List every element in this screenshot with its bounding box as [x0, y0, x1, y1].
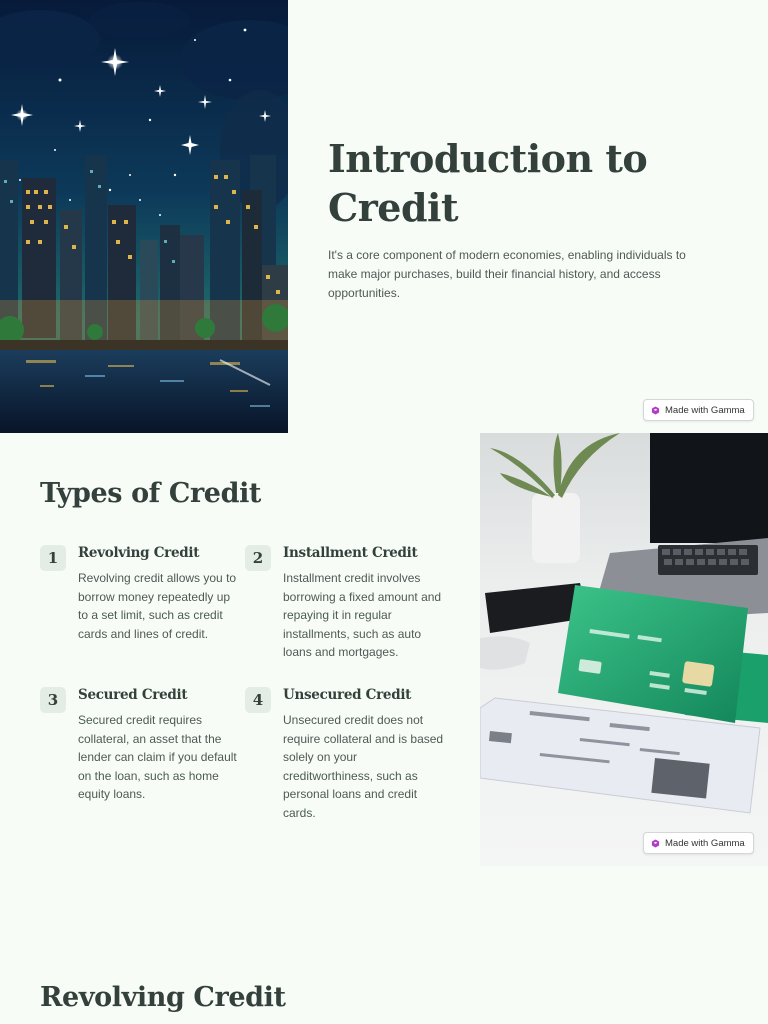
- city-night-image: [0, 0, 288, 433]
- type-heading: Secured Credit: [78, 687, 188, 703]
- number-badge: 2: [245, 545, 271, 571]
- badge-label: Made with Gamma: [665, 404, 745, 416]
- type-description: Installment credit involves borrowing a fixed amount and repaying it in regular installments, such as auto loans and mortgages.: [283, 571, 442, 659]
- type-description: Revolving credit allows you to borrow money repeatedly up to a set limit, such as credit cards and lines of credit.: [78, 571, 237, 641]
- intro-title: Introduction to Credit: [328, 136, 648, 230]
- intro-slide: [0, 0, 768, 433]
- types-of-credit-slide: [0, 433, 768, 866]
- number-badge: 4: [245, 687, 271, 713]
- gamma-logo-icon: [651, 839, 660, 848]
- revolving-title: Revolving Credit: [40, 982, 286, 1013]
- number-badge: 3: [40, 687, 66, 713]
- made-with-gamma-button[interactable]: [643, 832, 754, 854]
- number-badge: 1: [40, 545, 66, 571]
- credit-card-image: [480, 433, 768, 866]
- made-with-gamma-button[interactable]: [643, 399, 754, 421]
- revolving-credit-slide: [0, 866, 768, 1024]
- gamma-logo-icon: [651, 406, 660, 415]
- badge-label: Made with Gamma: [665, 837, 745, 849]
- type-heading: Unsecured Credit: [283, 687, 412, 703]
- types-title: Types of Credit: [40, 478, 261, 509]
- type-heading: Installment Credit: [283, 545, 418, 561]
- type-heading: Revolving Credit: [78, 545, 200, 561]
- intro-description: It's a core component of modern economies, enabling individuals to make major purchases, build their financial history, and access opportunities.: [328, 248, 686, 300]
- type-description: Unsecured credit does not require collateral and is based solely on your creditworthiness, such as personal loans and credit cards.: [283, 713, 444, 820]
- type-description: Secured credit requires collateral, an asset that the lender can claim if you default on the loan, such as home equity loans.: [78, 713, 237, 801]
